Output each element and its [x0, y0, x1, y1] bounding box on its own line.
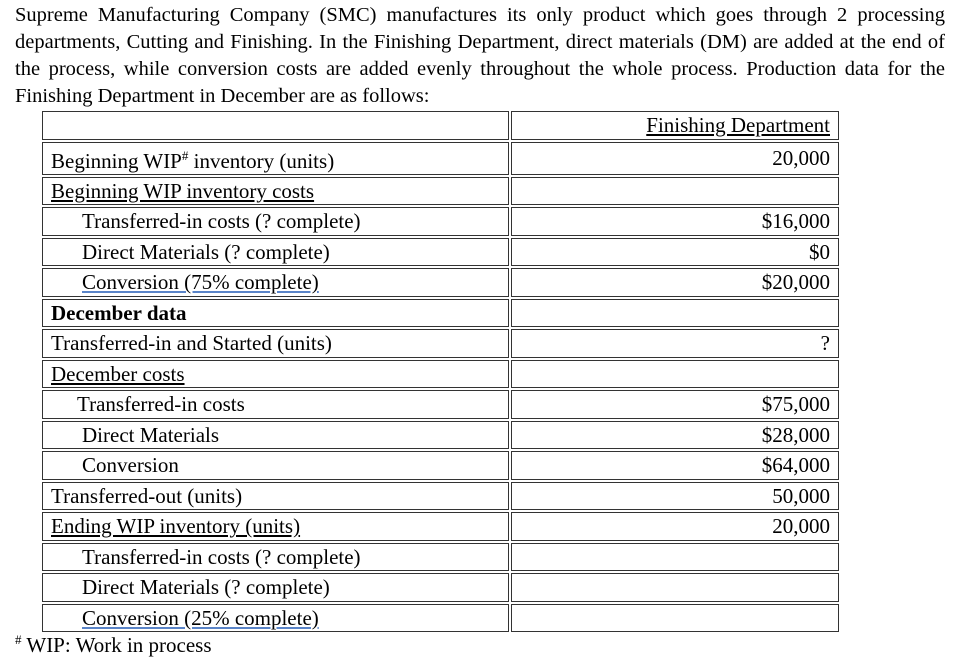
row-value: 50,000 [511, 482, 839, 511]
row-value [511, 360, 839, 389]
row-label: Beginning WIP# inventory (units) [42, 142, 509, 175]
header-finishing-department: Finishing Department [511, 111, 839, 140]
production-data-table [40, 109, 841, 634]
table-row [42, 142, 839, 175]
row-value: $64,000 [511, 451, 839, 480]
row-value: 20,000 [511, 142, 839, 175]
row-label: Conversion (75% complete) [42, 268, 509, 297]
row-label: Transferred-in costs (? complete) [42, 207, 509, 236]
row-label: Transferred-in costs (? complete) [42, 543, 509, 572]
table-row [42, 207, 839, 236]
row-label: Transferred-out (units) [42, 482, 509, 511]
row-value: ? [511, 329, 839, 358]
row-value: 20,000 [511, 512, 839, 541]
row-value: $16,000 [511, 207, 839, 236]
row-label: Direct Materials [42, 421, 509, 450]
table-row [42, 451, 839, 480]
row-label: Transferred-in costs [42, 390, 509, 419]
row-value [511, 543, 839, 572]
row-label: Conversion [42, 451, 509, 480]
row-label: Direct Materials (? complete) [42, 238, 509, 267]
table-row [42, 177, 839, 206]
row-value [511, 177, 839, 206]
row-label: Transferred-in and Started (units) [42, 329, 509, 358]
row-value: $28,000 [511, 421, 839, 450]
table-row [42, 329, 839, 358]
row-label: December costs [42, 360, 509, 389]
problem-statement: Supreme Manufacturing Company (SMC) manufactures its only product which goes through 2 processing departments, Cutting and Finishing. In the Finishing Department, direct materials (DM) are added at the end of the process, while conversion costs are added evenly throughout the whole process. Production data for the Finishing Department in December are as follows: [15, 4, 945, 107]
table-row [42, 604, 839, 633]
table-row [42, 543, 839, 572]
row-value: $20,000 [511, 268, 839, 297]
table-row [42, 238, 839, 267]
table-row [42, 299, 839, 328]
row-value [511, 573, 839, 602]
table-row [42, 360, 839, 389]
table-row [42, 421, 839, 450]
row-label: Beginning WIP inventory costs [42, 177, 509, 206]
table-row [42, 482, 839, 511]
row-label: Direct Materials (? complete) [42, 573, 509, 602]
footnote: # WIP: Work in process [15, 632, 212, 657]
row-value [511, 604, 839, 633]
row-value: $75,000 [511, 390, 839, 419]
table-row [42, 512, 839, 541]
row-label: December data [42, 299, 509, 328]
row-label: Ending WIP inventory (units) [42, 512, 509, 541]
row-value: $0 [511, 238, 839, 267]
table-row [42, 390, 839, 419]
row-value [511, 299, 839, 328]
header-blank-cell [42, 111, 509, 140]
table-row [42, 268, 839, 297]
table-header-row [42, 111, 839, 140]
table-row [42, 573, 839, 602]
row-label: Conversion (25% complete) [42, 604, 509, 633]
